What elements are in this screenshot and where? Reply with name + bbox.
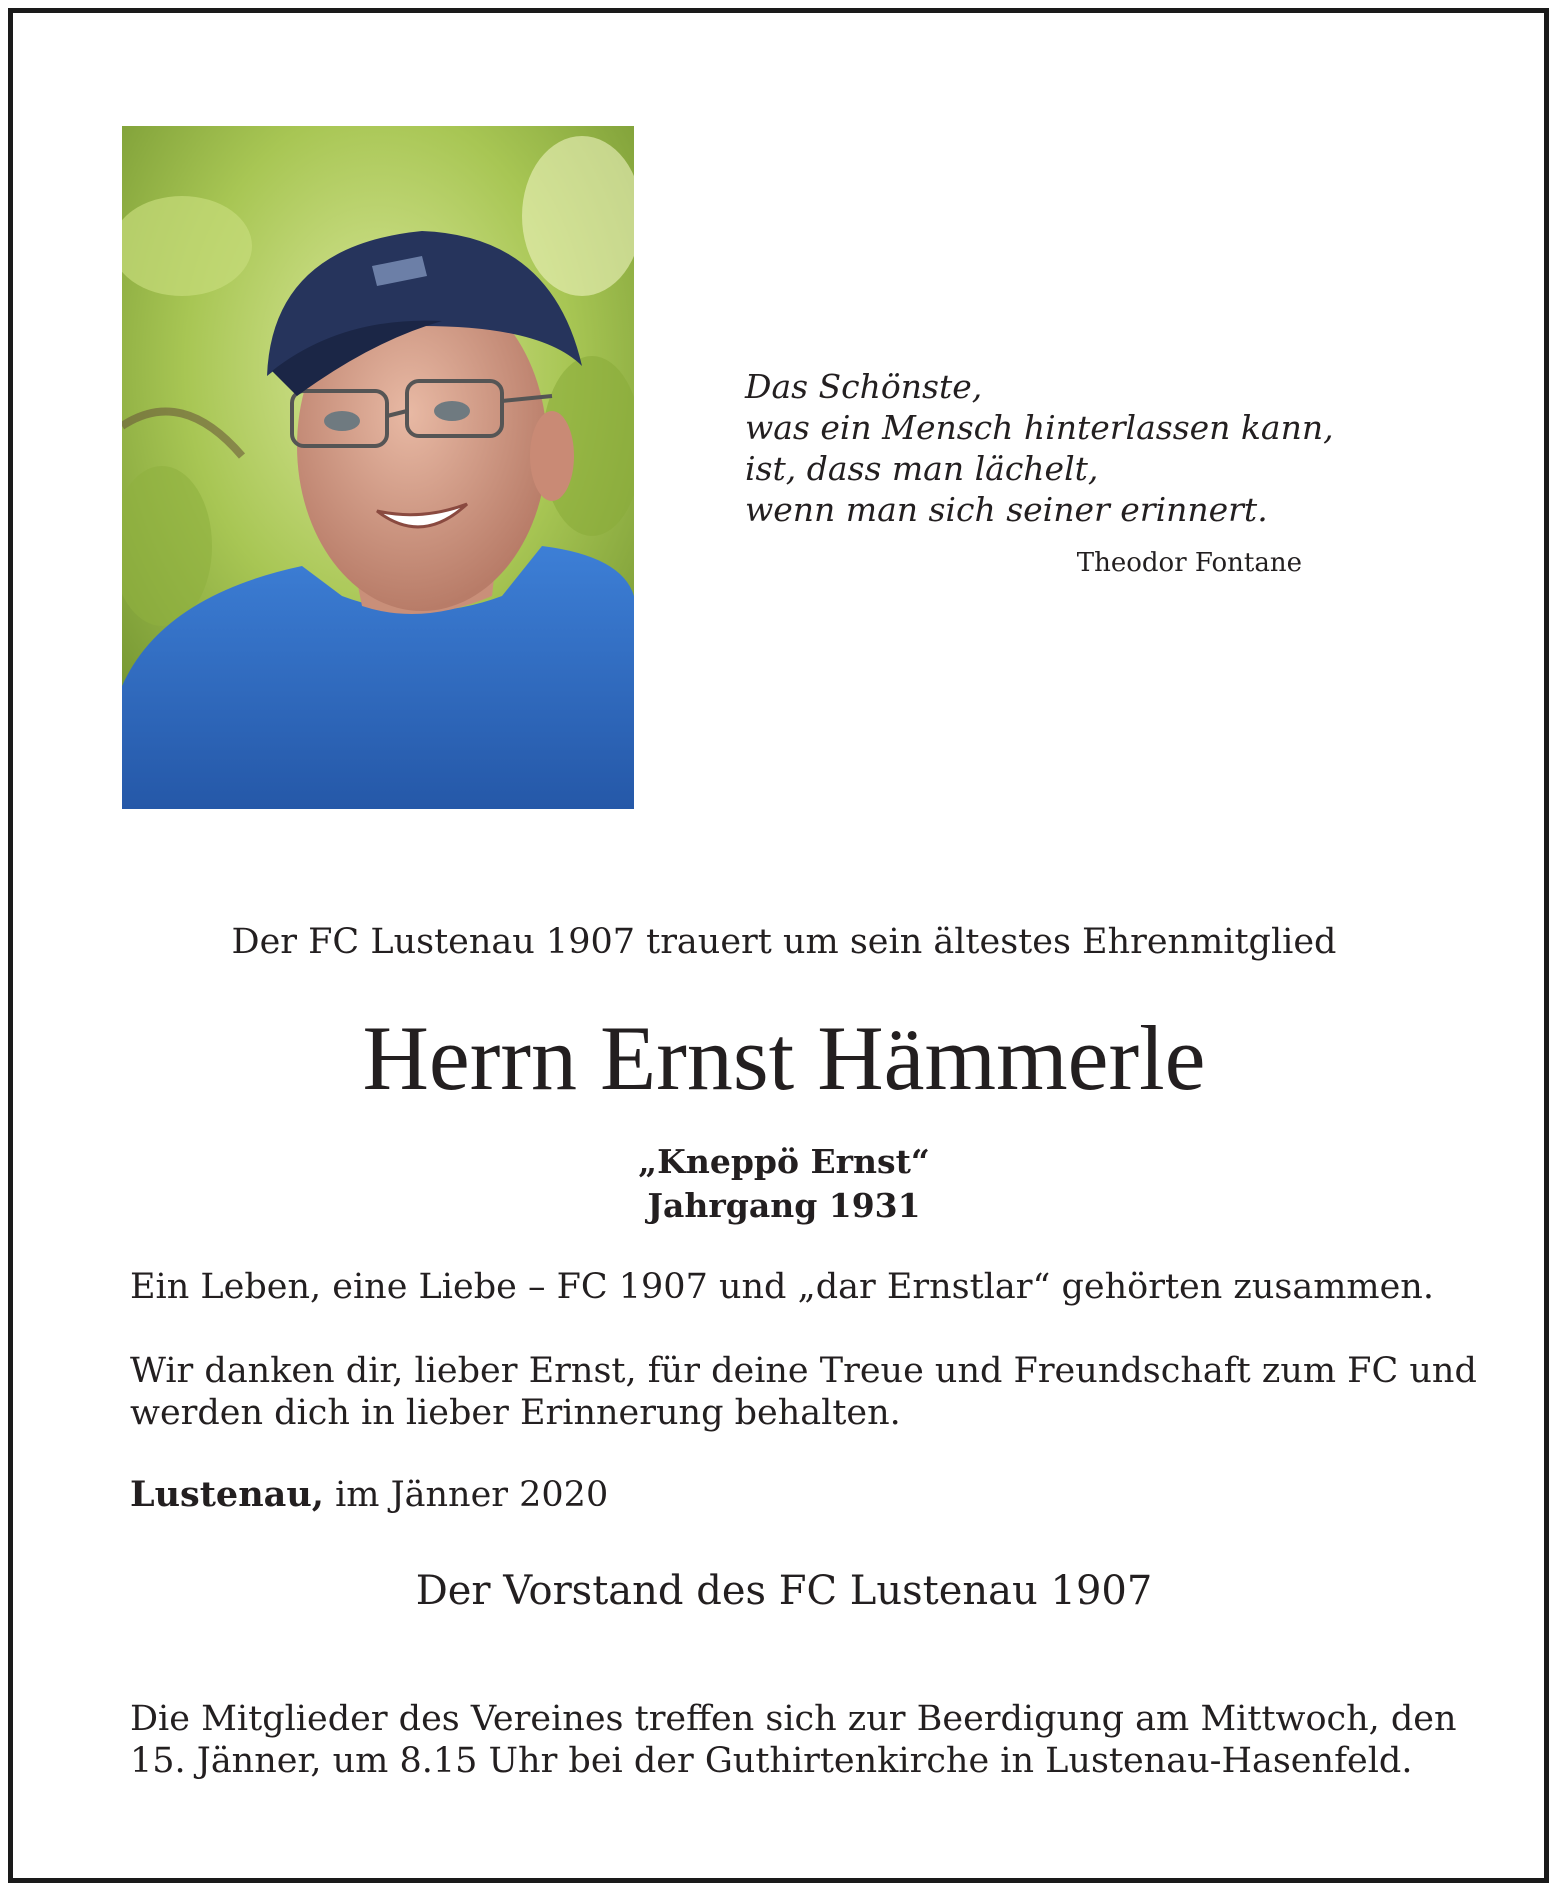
funeral-line: Die Mitglieder des Vereines treffen sich zur Beerdigung am Mittwoch, den — [130, 1699, 1457, 1739]
funeral-notice — [130, 1698, 1457, 1782]
signature: Der Vorstand des FC Lustenau 1907 — [415, 1568, 1153, 1614]
thanks-line: Wir danken dir, lieber Ernst, für deine Treue und Freundschaft zum FC und — [130, 1351, 1477, 1391]
portrait-photo — [122, 126, 634, 809]
place-date-text: im Jänner 2020 — [323, 1475, 609, 1515]
quote-line: was ein Mensch hinterlassen kann, — [745, 408, 1334, 447]
quote-line: wenn man sich seiner erinnert. — [745, 490, 1268, 529]
nickname: „Kneppö Ernst“ — [638, 1142, 930, 1181]
quote-line: ist, dass man lächelt, — [745, 449, 1099, 488]
intro-text: Der FC Lustenau 1907 trauert um sein ältestes Ehrenmitglied — [231, 922, 1337, 962]
deceased-name: Herrn Ernst Hämmerle — [362, 1007, 1206, 1109]
quote-author: Theodor Fontane — [1076, 548, 1302, 578]
place-city: Lustenau, — [130, 1474, 324, 1515]
place-date — [130, 1474, 1440, 1516]
thanks-paragraph — [130, 1350, 1477, 1434]
quote-line: Das Schönste, — [745, 367, 983, 406]
birth-year: Jahrgang 1931 — [647, 1186, 921, 1225]
thanks-line: werden dich in lieber Erinnerung behalten. — [130, 1393, 901, 1433]
funeral-line: 15. Jänner, um 8.15 Uhr bei der Guthirtenkirche in Lustenau-Hasenfeld. — [130, 1741, 1413, 1781]
tribute-paragraph: Ein Leben, eine Liebe – FC 1907 und „dar Ernstlar“ gehörten zusammen. — [130, 1267, 1434, 1307]
quote-block — [745, 366, 1334, 530]
